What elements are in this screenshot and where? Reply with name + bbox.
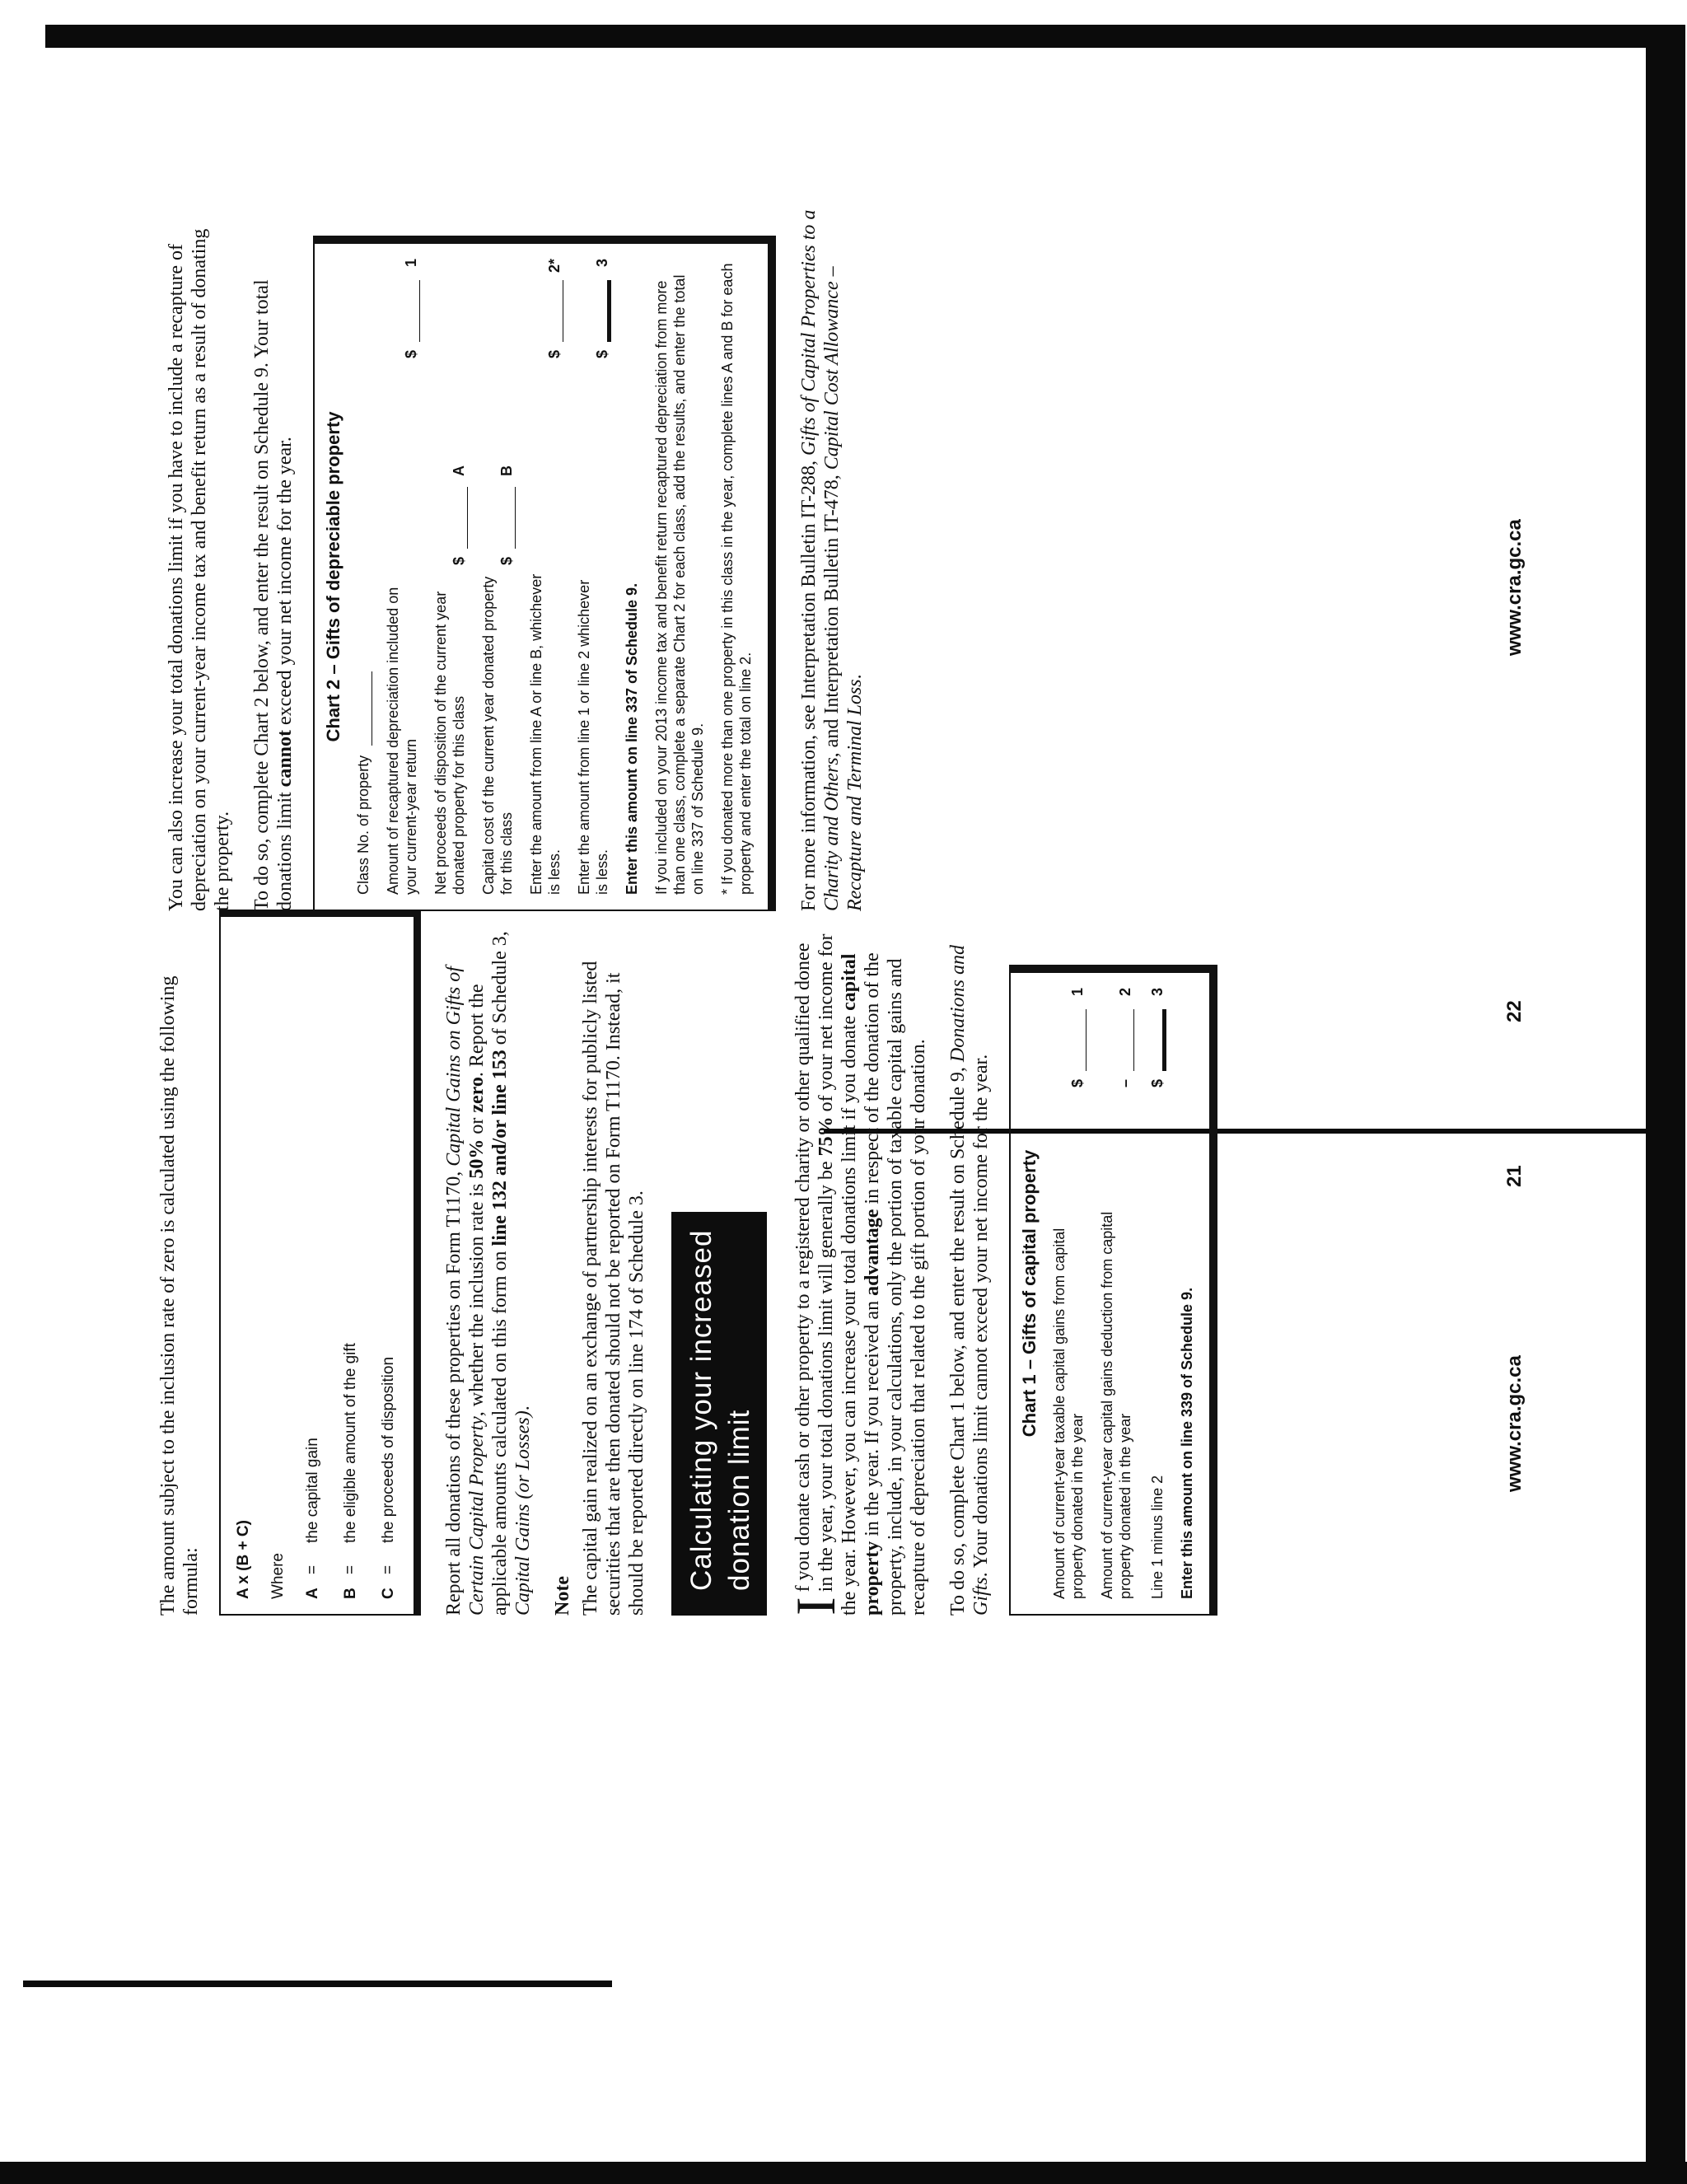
page-22-column [165,203,883,911]
chart2-multi-class-note: If you included on your 2013 income tax and benefit return recaptured depreciation from more than one class, complete a separate Chart 2 for each class, add the results, and enter the total on line 337 of Schedule 9. [653,274,706,895]
chart2-enter: Enter this amount on line 337 of Schedule 9. [624,582,640,895]
chart1-title: Chart 1 – Gifts of capital property [1019,1149,1040,1438]
chart2-row: Enter the amount from line 1 or line 2 whichever is less. $ 3 [576,259,610,895]
note-body: The capital gain realized on an exchange of partnership interests for publicly listed securities that are then donated should not be reported on Form T1170. Instead, it should be reported directly on line 174 of Schedule 3. [580,961,647,1616]
chart1-row: Amount of current-year taxable capital gains from capital property donated in the year $ 1 [1051,988,1086,1599]
formula-definition: B = the eligible amount of the gift [342,1343,359,1599]
page-21-column [157,924,1217,1616]
formula-definition: A = the capital gain [304,1438,321,1599]
formula-where: Where [269,1553,287,1599]
chart2-row: Amount of recaptured depreciation included on your current-year return $ 1 [385,259,419,895]
note-title: Note [552,1576,573,1616]
footer-url-right[interactable]: www.cra.gc.ca [1503,519,1526,656]
chart2-instructions: To do so, complete Chart 2 below, and enter the result on Schedule 9. Your total donations limit cannot exceed your net income for the year. [251,279,296,911]
formula-expression: A x (B + C) [235,1520,252,1599]
more-info-paragraph: For more information, see Interpretation Bulletin IT-288, Gifts of Capital Properties to a Charity and Others, and Interpretation Bulletin IT-478, Capital Cost Allowance – Recapture and Terminal Loss. [798,209,866,911]
chart2-row: Capital cost of the current year donated property for this class $ B [480,465,515,895]
chart1-row: Line 1 minus line 2 $ 3 [1146,988,1166,1599]
amount-field[interactable] [591,280,611,342]
amount-field[interactable] [546,280,563,342]
formula-intro: The amount subject to the inclusion rate of zero is calculated using the following formula: [157,975,202,1616]
class-number-field[interactable] [357,671,372,746]
recapture-intro: You can also increase your total donations limit if you have to include a recapture of depreciation on your current-year income tax and benefit return as a result of donating the property. [166,228,233,911]
chart2-title: Chart 2 – Gifts of depreciable property [323,411,343,742]
chart1-footer: Enter this amount on line 339 of Schedule 9. [1179,1287,1195,1599]
footer-url-left[interactable]: www.cra.gc.ca [1503,1355,1526,1492]
page-number-22: 22 [1503,1000,1526,1022]
amount-field[interactable] [1069,1009,1087,1071]
page-number-21: 21 [1503,1165,1526,1187]
amount-field[interactable] [498,487,516,549]
report-paragraph: Report all donations of these properties on Form T1170, Capital Gains on Gifts of Certain Capital Property, whether the inclusion rate is 50% or zero. Report the applicable amounts calculated on this form on line 132 and/or line 153 of Schedule 3, Capital Gains (or Losses). [443,931,534,1616]
formula-box [219,910,421,1616]
section-banner [671,1212,767,1616]
formula-definition: C = the proceeds of disposition [380,1356,397,1599]
donation-limit-paragraph: I f you donate cash or other property to a registered charity or other qualified donee in the year, your total donations limit will generally be 75% of your net income for the year. However, you can increase your total donations limit if you donate capital property in the year. If you received an advantage in respect of the donation of the property, include, in your calculations, only the portion of taxable capital gains and recapture of depreciation that related to the gift portion of your donation. [784,933,929,1616]
chart1-box [1009,965,1217,1616]
chart1-row: Amount of current-year capital gains deduction from capital property donated in the year – 2 [1099,988,1133,1599]
chart2-row: Net proceeds of disposition of the current year donated property for this class $ A [432,465,467,895]
chart2-box [313,236,776,911]
chart1-instructions: To do so, complete Chart 1 below, and enter the result on Schedule 9, Donations and Gifts. Your donations limit cannot exceed your net income for the year. [947,945,992,1616]
amount-field[interactable] [451,487,468,549]
amount-field[interactable] [1146,1009,1166,1071]
chart2-footnote: * If you donated more than one property in this class in the year, complete lines A and B for each property and enter the total on line 2. [719,263,754,895]
banner-line: Calculating your increased [685,1229,717,1591]
chart2-class-row: Class No. of property [354,259,372,895]
banner-line: donation limit [723,1409,755,1591]
chart2-row: Enter the amount from line A or line B, whichever is less. $ 2* [528,259,563,895]
amount-field[interactable] [1117,1009,1134,1071]
drop-cap: I [784,1597,847,1616]
amount-field[interactable] [403,280,420,342]
